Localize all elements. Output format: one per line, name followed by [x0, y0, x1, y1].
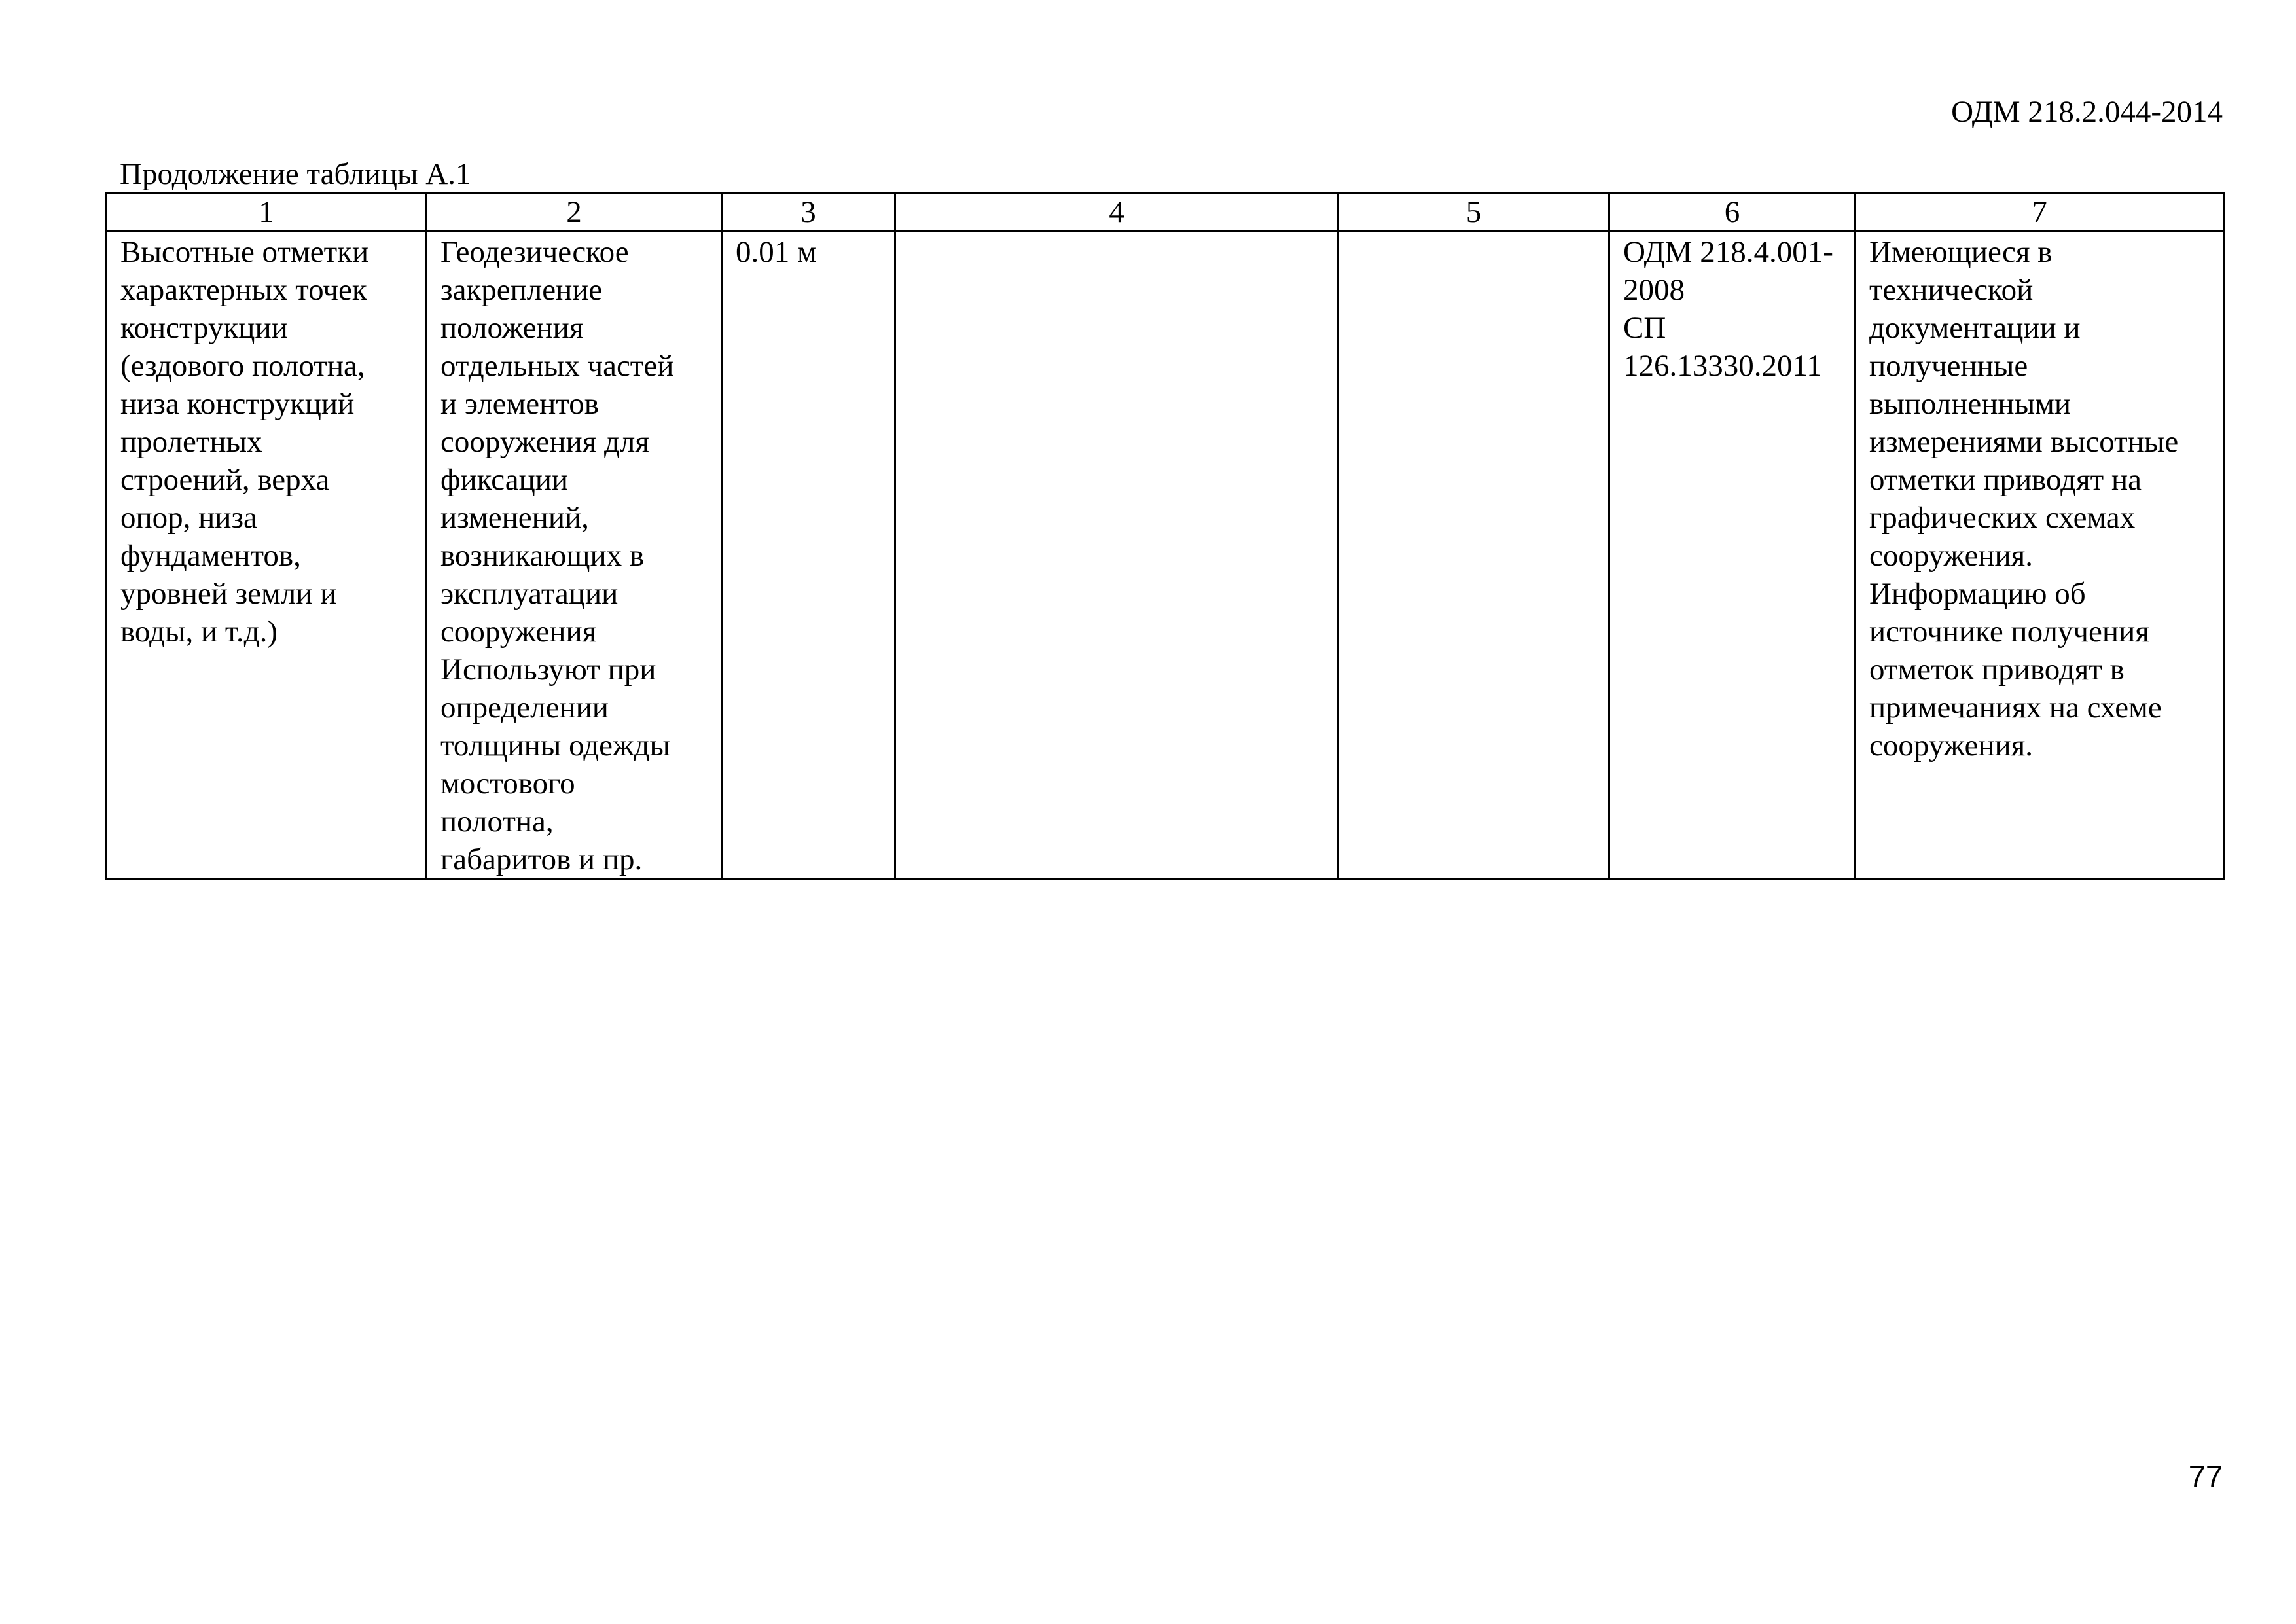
cell-notes: [1856, 231, 2224, 880]
cell-accuracy-text: 0.01 м: [736, 235, 817, 269]
cell-purpose: [427, 231, 722, 880]
column-number-4: 4: [895, 194, 1338, 231]
page-number: 77: [2188, 1459, 2223, 1494]
table-row: [107, 231, 2224, 880]
cell-normative-docs: [1609, 231, 1856, 880]
column-number-3: 3: [722, 194, 895, 231]
cell-purpose-text: Геодезическое закрепление положения отдельных частей и элементов сооружения для фиксации изменений, возникающих в эксплуатации сооружения Используют при определении толщины одежды мостового полотна, габаритов и пр.: [440, 235, 674, 876]
column-number-7: 7: [1856, 194, 2224, 231]
column-number-row: [107, 194, 2224, 231]
column-number-2: 2: [427, 194, 722, 231]
column-number-5: 5: [1338, 194, 1609, 231]
column-number-6: 6: [1609, 194, 1856, 231]
data-table: [105, 192, 2225, 880]
cell-parameter: [107, 231, 427, 880]
table-caption: Продолжение таблицы А.1: [120, 157, 471, 191]
cell-notes-text: Имеющиеся в технической документации и полученные выполненными измерениями высотные отметки приводят на графических схемах сооружения. Информацию об источнике получения отметок приводят в примечаниях на схеме сооружения.: [1869, 235, 2179, 763]
document-code: ОДМ 218.2.044-2014: [1951, 95, 2223, 129]
cell-parameter-text: Высотные отметки характерных точек конструкции (ездового полотна, низа конструкций пролетных строений, верха опор, низа фундаментов, уровней земли и воды, и т.д.): [120, 235, 369, 649]
cell-normative-docs-text: ОДМ 218.4.001- 2008 СП 126.13330.2011: [1623, 235, 1833, 383]
column-number-1: 1: [107, 194, 427, 231]
cell-column-4: [895, 231, 1338, 880]
cell-accuracy: [722, 231, 895, 880]
cell-column-5: [1338, 231, 1609, 880]
